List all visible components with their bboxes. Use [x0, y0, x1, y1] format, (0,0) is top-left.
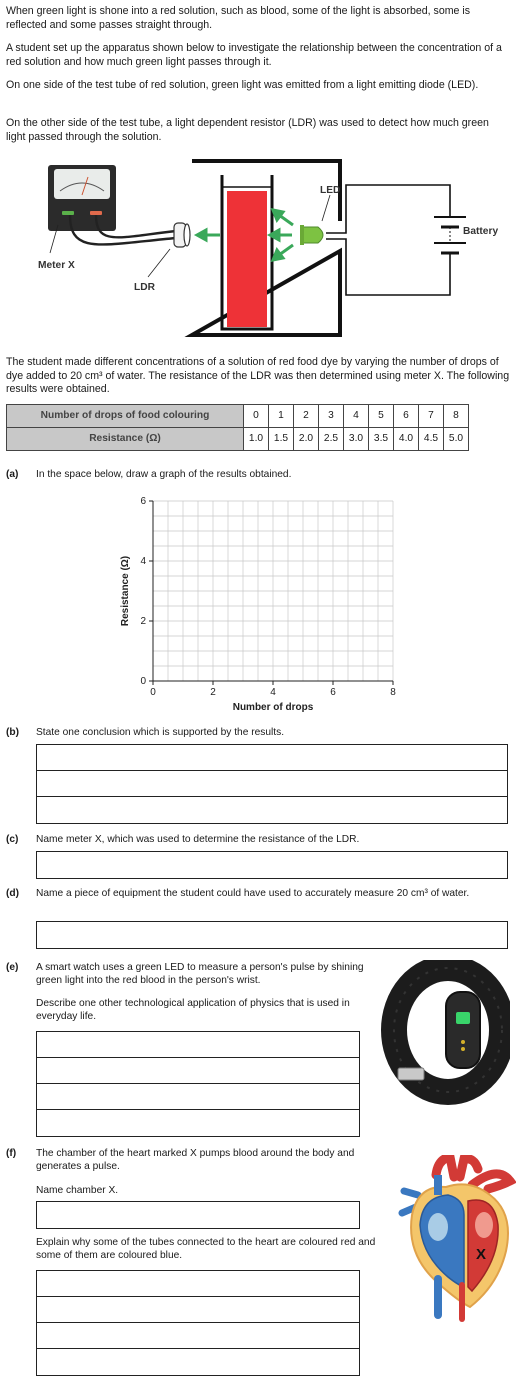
- question-f-text-2: Name chamber X.: [36, 1185, 119, 1196]
- table-cell: 4: [344, 405, 369, 428]
- answer-box-f-2[interactable]: [36, 1270, 360, 1298]
- table-cell: 3.0: [344, 428, 369, 451]
- apparatus-diagram: [0, 155, 519, 345]
- question-b-label: (b): [6, 727, 20, 738]
- table-cell: 8: [444, 405, 469, 428]
- question-e-label: (e): [6, 962, 19, 973]
- table-cell: 5.0: [444, 428, 469, 451]
- answer-box-f-3[interactable]: [36, 1296, 360, 1324]
- table-cell: 5: [369, 405, 394, 428]
- question-c-label: (c): [6, 834, 19, 845]
- question-d-text: Name a piece of equipment the student could have used to accurately measure 20 cm³ of water.: [36, 888, 470, 899]
- answer-box-b-3[interactable]: [36, 796, 508, 824]
- y-tick-label: 4: [140, 556, 146, 567]
- led-icon: [300, 225, 323, 245]
- question-d: [6, 887, 511, 917]
- test-tube-icon: [222, 175, 272, 329]
- y-tick-label: 6: [140, 496, 146, 507]
- answer-box-e-4[interactable]: [36, 1109, 360, 1137]
- table-cell: 4.0: [394, 428, 419, 451]
- y-tick-label: 2: [140, 616, 146, 627]
- table-cell: 1: [269, 405, 294, 428]
- meter-x-icon: [48, 165, 116, 231]
- y-tick-label: 0: [140, 676, 146, 687]
- question-f-text-3: Explain why some of the tubes connected to the heart are coloured red and some of them are coloured blue.: [36, 1237, 376, 1262]
- table-cell: 4.5: [419, 428, 444, 451]
- ldr-label: LDR: [134, 282, 155, 293]
- x-tick-label: 4: [270, 687, 276, 698]
- table-cell: 0: [244, 405, 269, 428]
- question-e-text-2: Describe one other technological application of physics that is used in everyday life.: [36, 998, 350, 1023]
- answer-box-e-3[interactable]: [36, 1083, 360, 1111]
- x-tick-label: 2: [210, 687, 216, 698]
- results-table: [6, 404, 469, 451]
- answer-box-d[interactable]: [36, 921, 508, 949]
- question-f-text-1: The chamber of the heart marked X pumps blood around the body and generates a pulse.: [36, 1148, 355, 1173]
- answer-box-b-1[interactable]: [36, 744, 508, 772]
- answer-box-e-1[interactable]: [36, 1031, 360, 1059]
- question-e-text-1: A smart watch uses a green LED to measure a person's pulse by shining green light into the red blood in the person's wrist.: [36, 962, 364, 987]
- smart-watch-icon: [370, 960, 510, 1106]
- table-cell: 1.0: [244, 428, 269, 451]
- table-cell: 1.5: [269, 428, 294, 451]
- heart-chamber-marker: X: [476, 1246, 487, 1263]
- question-e: [6, 961, 366, 1031]
- question-c-text: Name meter X, which was used to determine the resistance of the LDR.: [36, 834, 360, 845]
- intro-paragraph-2: A student set up the apparatus shown below to investigate the relationship between the concentration of a red solution and how much green light passes through it.: [6, 42, 502, 68]
- intro-paragraph-1: When green light is shone into a red solution, such as blood, some of the light is absorbed, some is reflected and some passes straight through.: [6, 5, 471, 31]
- battery-label: Battery: [463, 226, 499, 237]
- meter-x-label: Meter X: [38, 260, 75, 271]
- table-header-resistance: Resistance (Ω): [7, 428, 244, 451]
- ldr-icon: [174, 223, 190, 247]
- answer-box-c[interactable]: [36, 851, 508, 879]
- question-a-label: (a): [6, 469, 19, 480]
- heart-diagram: [398, 1155, 516, 1323]
- answer-box-f-1[interactable]: [36, 1201, 360, 1229]
- question-a-text: In the space below, draw a graph of the results obtained.: [36, 469, 292, 480]
- question-f: [6, 1147, 386, 1207]
- led-label: LED: [320, 185, 341, 196]
- table-cell: 2.0: [294, 428, 319, 451]
- answer-box-f-5[interactable]: [36, 1348, 360, 1376]
- y-axis-label: Resistance (Ω): [120, 555, 131, 627]
- question-b-text: State one conclusion which is supported by the results.: [36, 727, 285, 738]
- question-f-label: (f): [6, 1148, 17, 1159]
- x-tick-label: 6: [330, 687, 336, 698]
- x-tick-label: 0: [150, 687, 156, 698]
- battery-icon: [434, 217, 466, 253]
- x-axis-label: Number of drops: [232, 702, 314, 713]
- intro-paragraph-3: On one side of the test tube of red solution, green light was emitted from a light emitting diode (LED).: [6, 79, 479, 91]
- x-tick-label: 8: [390, 687, 396, 698]
- graph-grid[interactable]: [110, 494, 410, 718]
- table-cell: 2: [294, 405, 319, 428]
- question-d-label: (d): [6, 888, 20, 899]
- answer-box-e-2[interactable]: [36, 1057, 360, 1085]
- table-row: [7, 428, 469, 451]
- table-cell: 3.5: [369, 428, 394, 451]
- table-cell: 6: [394, 405, 419, 428]
- table-header-drops: Number of drops of food colouring: [7, 405, 244, 428]
- table-cell: 7: [419, 405, 444, 428]
- table-cell: 2.5: [319, 428, 344, 451]
- answer-box-b-2[interactable]: [36, 770, 508, 798]
- answer-box-f-4[interactable]: [36, 1322, 360, 1350]
- intro-paragraph-4: On the other side of the test tube, a light dependent resistor (LDR) was used to detect how much green light passed through the solution.: [6, 117, 489, 143]
- table-cell: 3: [319, 405, 344, 428]
- method-paragraph: The student made different concentrations of a solution of red food dye by varying the number of drops of dye added to 20 cm³ of water. The resistance of the LDR was then determined using meter X. The following results were obtained.: [6, 356, 510, 396]
- table-row: [7, 405, 469, 428]
